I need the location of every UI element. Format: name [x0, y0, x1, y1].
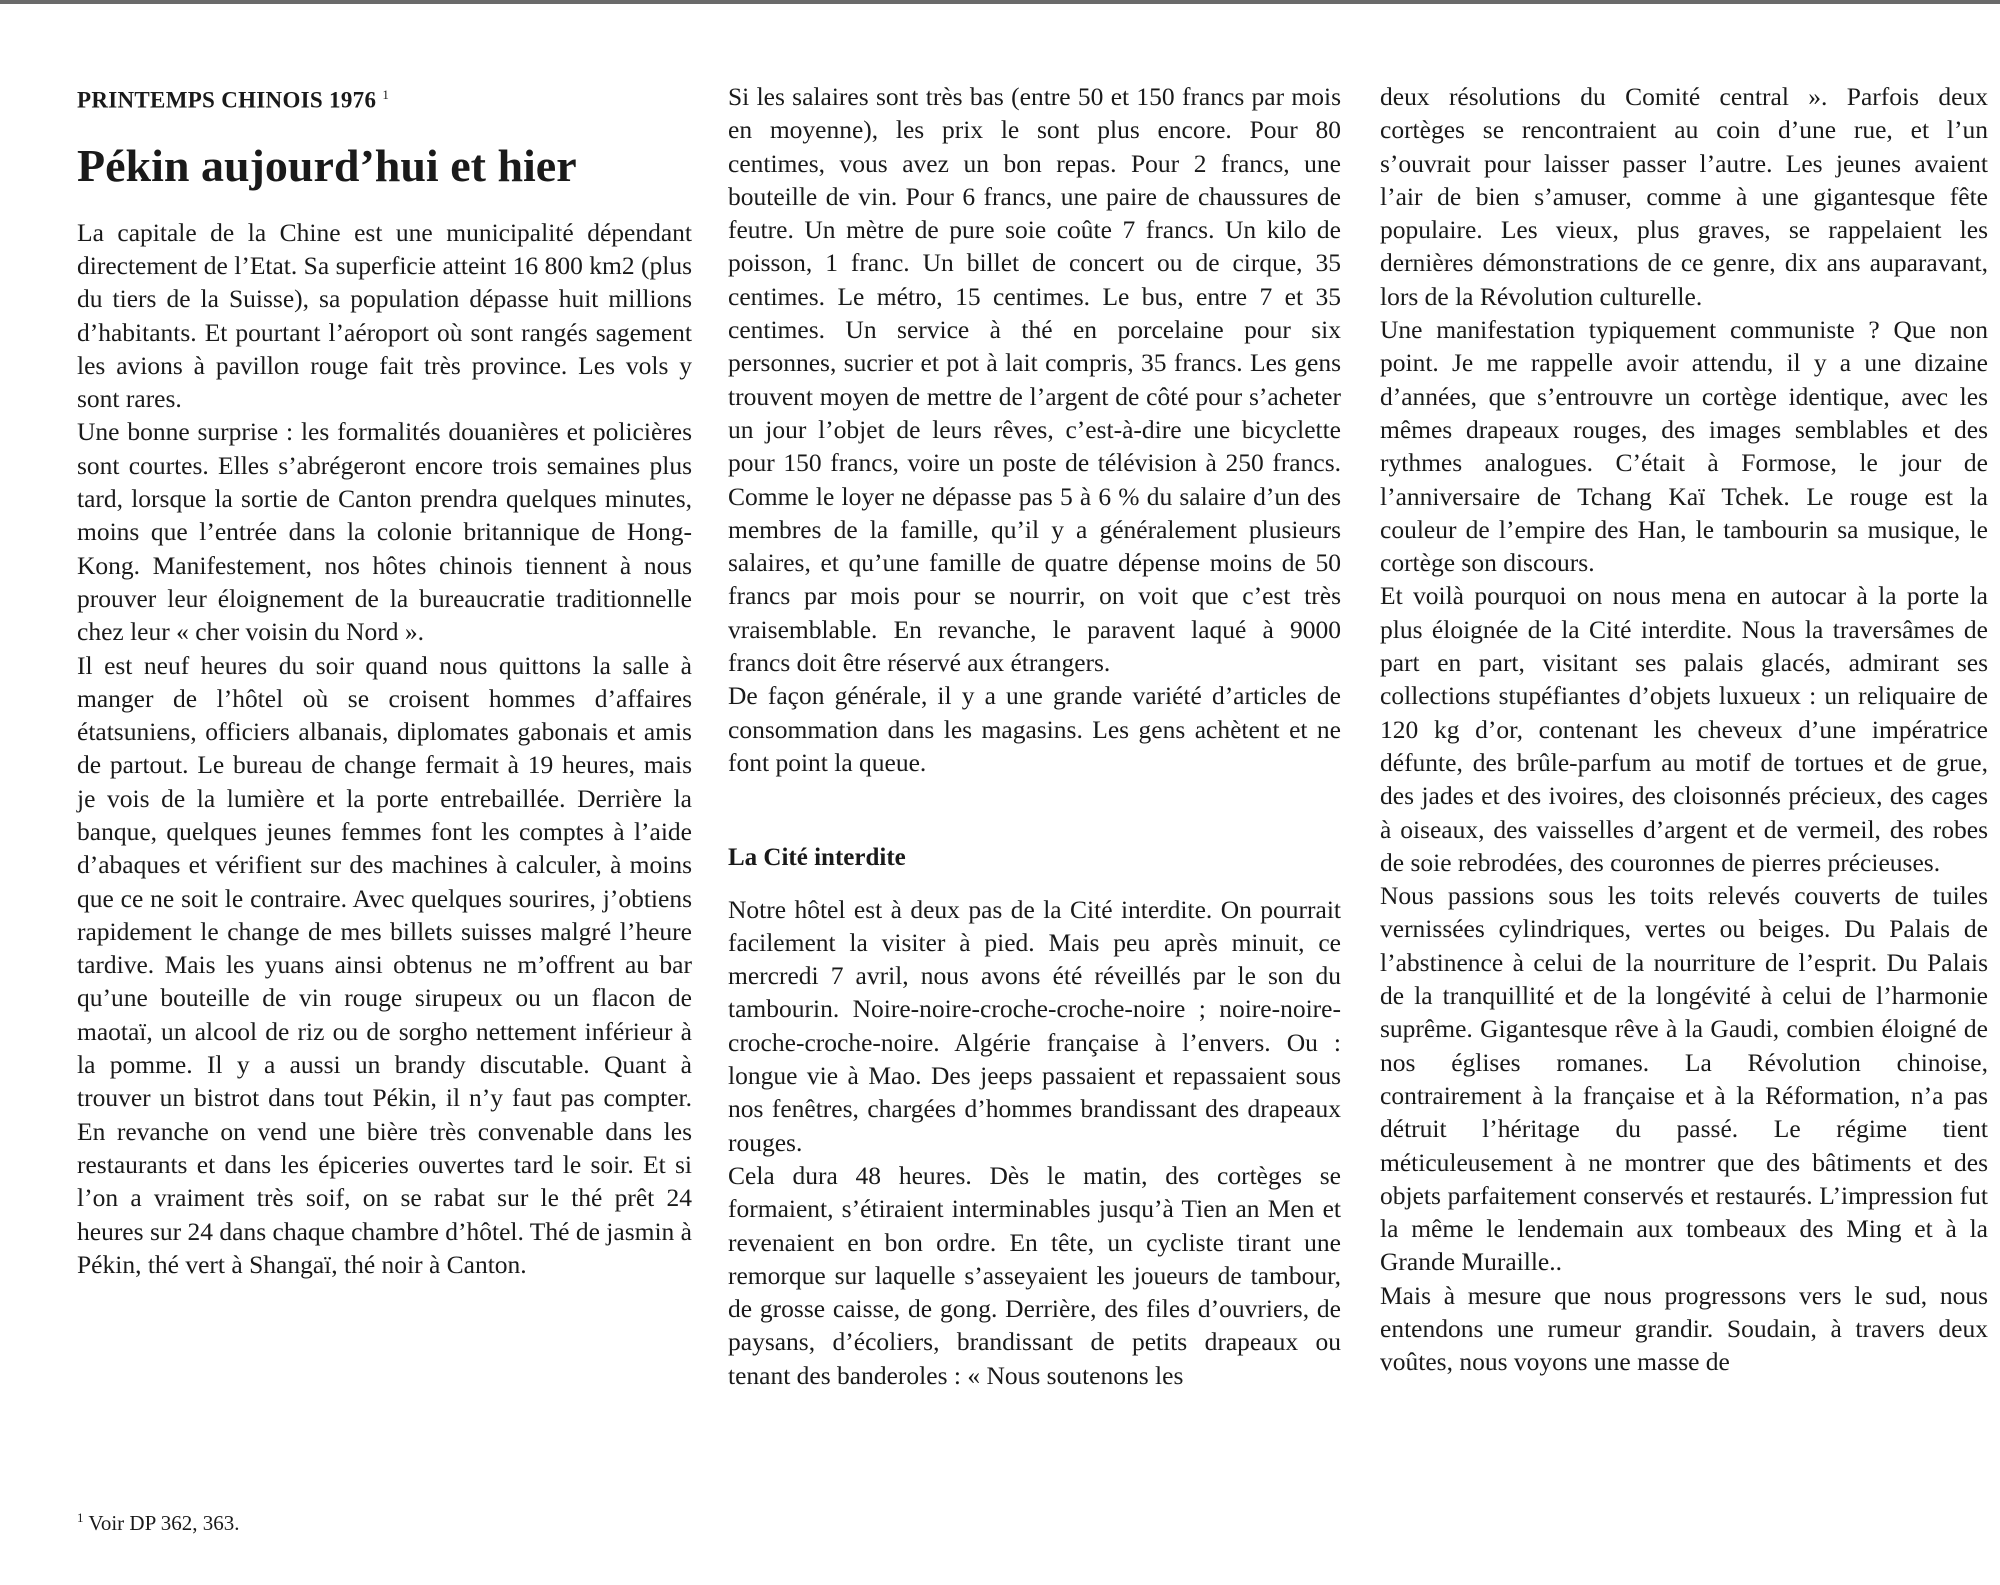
paragraph: Une manifestation typiquement communiste ? Que non point. Je me rappelle avoir attendu, il y a une dizaine d’années, que s’entrouvre un cortège identique, avec les mêmes drapeaux rouges, des images semblables et des rythmes analogues. C’était à Formose, le jour de l’anniversaire de Tchang Kaï Tchek. Le rouge est la couleur de l’empire des Han, le tambourin sa musique, le cortège son discours. [1380, 315, 1988, 578]
footnote-text: Voir DP 362, 363. [88, 1511, 240, 1535]
section-title: La Cité interdite [728, 844, 906, 872]
headline: Pékin aujourd’hui et hier [77, 139, 577, 191]
paragraph: Nous passions sous les toits relevés couverts de tuiles vernissées cylindriques, vertes ou beiges. Du Palais de l’abstinence à celui de la nourriture de l’esprit. Du Palais de la tranquillité et de la longévité à celui de l’harmonie suprême. Gigantesque rêve à la Gaudi, combien éloigné de nos églises romanes. La Révolution chinoise, contrairement à la française et à la Réformation, n’a pas détruit l’héritage du passé. Le régime tient méticuleusement à ne montrer que des bâtiments et des objets parfaitement conservés et restaurés. L’impression fut la même le lendemain aux tombeaux des Ming et à la Grande Muraille.. [1380, 881, 1988, 1277]
paragraph: La capitale de la Chine est une municipalité dépendant directement de l’Etat. Sa superficie atteint 16 800 km2 (plus du tiers de la Suisse), sa population dépasse huit millions d’habitants. Et pourtant l’aéroport où sont rangés sagement les avions à pavillon rouge fait très province. Les vols y sont rares. [77, 217, 692, 414]
footnote-mark: 1 [77, 1510, 84, 1525]
column-2 [728, 80, 1341, 1392]
paragraph: Il est neuf heures du soir quand nous quittons la salle à manger de l’hôtel où se croisent hommes d’affaires étatsuniens, officiers albanais, diplomates gabonais et amis de partout. Le bureau de change fermait à 19 heures, mais je vois de la lumière et la porte entrebaillée. Derrière la banque, quelques jeunes femmes font les comptes à l’aide d’abaques et vérifient sur des machines à calculer, à moins que ce ne soit le contraire. Avec quelques sourires, j’obtiens rapidement le change de mes billets suisses malgré l’heure tardive. Mais les yuans ainsi obtenus ne m’offrent au bar qu’une bouteille de vin rouge sirupeux ou un flacon de maotaï, un alcool de riz ou de sorgho nettement inférieur à la pomme. Il y a aussi un brandy discutable. Quant à trouver un bistrot dans tout Pékin, il n’y faut pas compter. En revanche on vend une bière très convenable dans les restaurants et dans les épiceries ouvertes tard le soir. Et si l’on a vraiment très soif, on se rabat sur le thé prêt 24 heures sur 24 dans chaque chambre d’hôtel. Thé de jasmin à Pékin, thé vert à Shangaï, thé noir à Canton. [77, 650, 692, 1279]
kicker-footnote-mark: 1 [382, 87, 390, 102]
top-rule [0, 0, 2000, 4]
paragraph: Cela dura 48 heures. Dès le matin, des cortèges se formaient, s’étiraient interminables jusqu’à Tien an Men et revenaient en bon ordre. En tête, un cycliste tirant une remorque sur laquelle s’asseyaient les joueurs de tambour, de grosse caisse, de gong. Derrière, des files d’ouvriers, de paysans, d’écoliers, brandissant de petits drapeaux ou tenant des banderoles : « Nous soutenons les [728, 1160, 1341, 1390]
kicker [77, 80, 692, 116]
paragraph: Et voilà pourquoi on nous mena en autocar à la porte la plus éloignée de la Cité interdite. Nous la traversâmes de part en part, visitant ses palais glacés, admirant ses collections stupéfiantes d’objets luxueux : un reliquaire de 120 kg d’or, contenant les cheveux d’une impératrice défunte, des brûle-parfum au motif de tortues et de grue, des jades et des ivoires, des cloisonnés précieux, des cages à oiseaux, des vaisselles d’argent et de vermeil, des robes de soie rebrodées, des couronnes de pierres précieuses. [1380, 581, 1988, 877]
paragraph: Notre hôtel est à deux pas de la Cité interdite. On pourrait facilement la visiter à pied. Mais peu après minuit, ce mercredi 7 avril, nous avons été réveillés par le son du tambourin. Noire-noire-croche-croche-noire ; noire-noire-croche-croche-noire. Algérie française à l’envers. Ou : longue vie à Mao. Des jeeps passaient et repassaient sous nos fenêtres, chargées d’hommes brandissant des drapeaux rouges. [728, 894, 1341, 1157]
paragraph: deux résolutions du Comité central ». Parfois deux cortèges se rencontraient au coin d’une rue, et l’un s’ouvrait pour laisser passer l’autre. Les jeunes avaient l’air de bien s’amuser, comme à une gigantesque fête populaire. Les vieux, plus graves, se rappelaient les dernières démonstrations de ce genre, dix ans auparavant, lors de la Révolution culturelle. [1380, 82, 1988, 311]
column-1 [77, 80, 692, 1281]
paragraph: Une bonne surprise : les formalités douanières et policières sont courtes. Elles s’abrégeront encore trois semaines plus tard, lorsque la sortie de Canton prendra quelques minutes, moins que l’entrée dans la colonie britannique de Hong-Kong. Manifestement, nos hôtes chinois tiennent à nous prouver leur éloignement de la bureaucratie traditionnelle chez leur « cher voisin du Nord ». [77, 417, 692, 647]
paragraph: Si les salaires sont très bas (entre 50 et 150 francs par mois en moyenne), les prix le sont plus encore. Pour 80 centimes, vous avez un bon repas. Pour 2 francs, une bouteille de vin. Pour 6 francs, une paire de chaussures de feutre. Un mètre de pure soie coûte 7 francs. Un kilo de poisson, 1 franc. Un billet de concert ou de cirque, 35 centimes. Le métro, 15 centimes. Le bus, entre 7 et 35 centimes. Un service à thé en porcelaine pour six personnes, sucrier et pot à lait compris, 35 francs. Les gens trouvent moyen de mettre de l’argent de côté pour s’acheter un jour l’objet de leurs rêves, c’est-à-dire une bicyclette pour 150 francs, voire un poste de télévision à 250 francs. Comme le loyer ne dépasse pas 5 à 6 % du salaire d’un des membres de la famille, qu’il y a généralement plusieurs salaires, et qu’une famille de quatre dépense moins de 50 francs par mois pour se nourrir, on voit que c’est très vraisemblable. En revanche, le paravent laqué à 9000 francs doit être réservé aux étrangers. [728, 82, 1341, 678]
footnote [77, 1505, 239, 1536]
kicker-text: PRINTEMPS CHINOIS 1976 [77, 87, 377, 113]
paragraph: De façon générale, il y a une grande variété d’articles de consommation dans les magasins. Les gens achètent et ne font point la queue. [728, 681, 1341, 777]
paragraph: Mais à mesure que nous progressons vers le sud, nous entendons une rumeur grandir. Soudain, à travers deux voûtes, nous voyons une masse de [1380, 1280, 1988, 1377]
column-3 [1380, 80, 1988, 1379]
